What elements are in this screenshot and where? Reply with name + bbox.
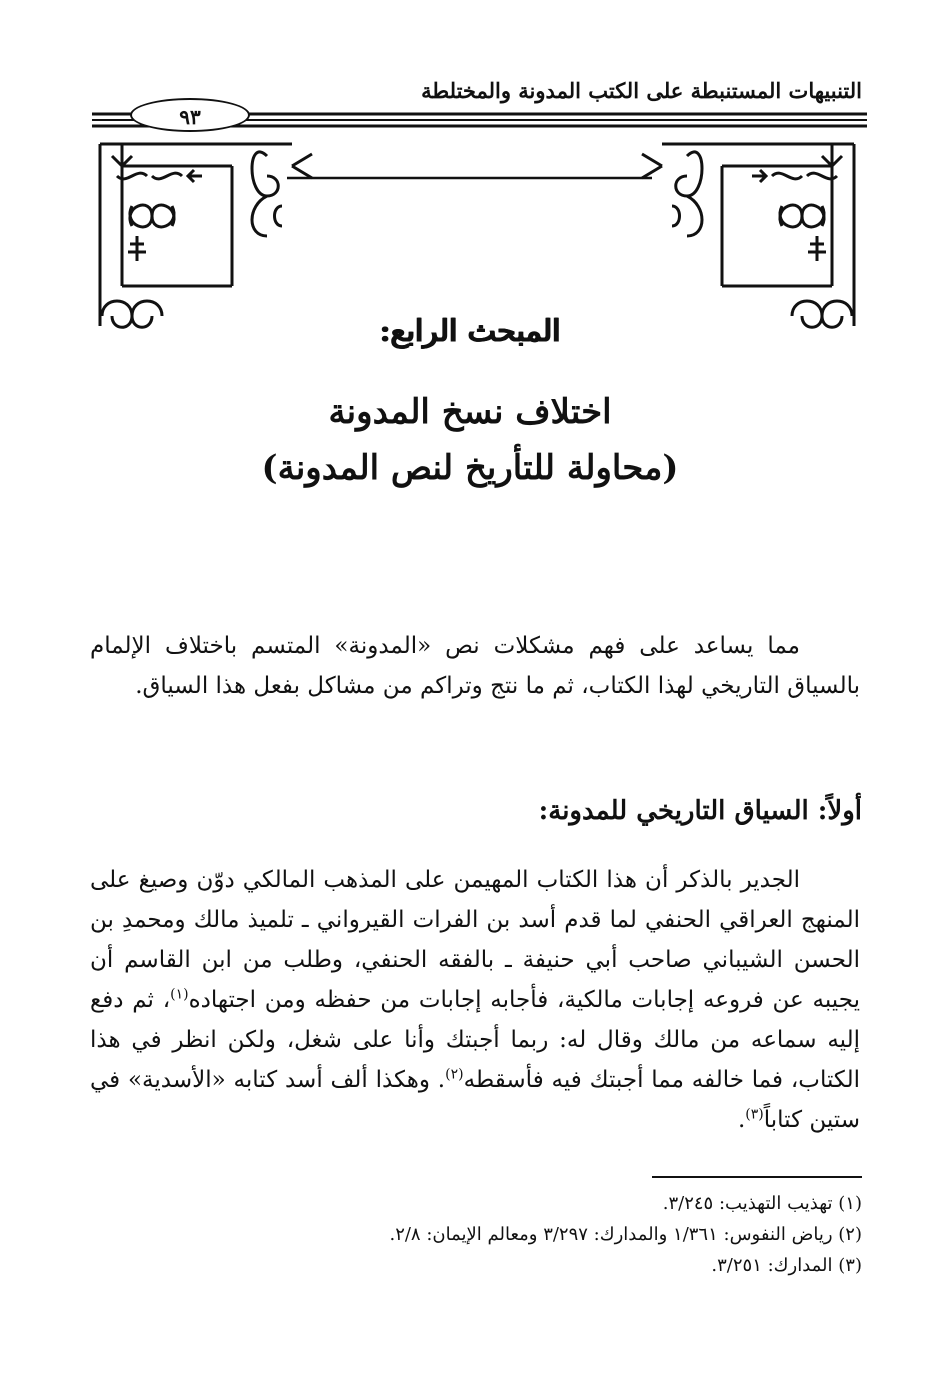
section-label: المبحث الرابع:	[379, 314, 561, 349]
footnote-number: (١)	[838, 1193, 862, 1214]
subheading: أولاً: السياق التاريخي للمدونة:	[538, 796, 862, 826]
chapter-title-line-2: (محاولة للتأريخ لنص المدونة)	[261, 448, 679, 488]
footnote-text: رياض النفوس: ١/٣٦١ والمدارك: ٣/٢٩٧ ومعالم الإيمان: ٢/٨.	[389, 1224, 833, 1245]
paragraph-end: .	[737, 1107, 746, 1133]
body-paragraph	[90, 860, 860, 1140]
running-title: التنبيهات المستنبطة على الكتب المدونة والمختلطة	[421, 78, 862, 103]
footnotes	[162, 1188, 862, 1281]
footnote-ref-1: (١)	[170, 986, 189, 1003]
footnote-number: (٣)	[838, 1255, 862, 1276]
chapter-title	[180, 384, 760, 496]
footnote-ref-3: (٣)	[745, 1106, 764, 1123]
paragraph-text-1: الجدير بالذكر أن هذا الكتاب المهيمن على المذهب المالكي دوّن وصيغ على المنهج العراقي الحنفي لما قدم أسد بن الفرات القيرواني ـ تلميذ مالك ومحمدِ بن الحسن الشيباني صاحب أبي حنيفة ـ بالفقه الحنفي، وطلب من ابن القاسم أن يجيبه عن فروعه إجابات مالكية، فأجابه إجابات من حفظه ومن اجتهاده	[90, 867, 860, 1013]
chapter-title-line-1: اختلاف نسخ المدونة	[328, 392, 612, 432]
footnote-ref-2: (٢)	[445, 1066, 464, 1083]
footnote-item	[162, 1188, 862, 1219]
footnote-separator	[652, 1176, 862, 1178]
paragraph-text-2: ، ثم دفع إليه سماعه من مالك وقال له: ربما أجبتك وأنا على شغل، ولكن انظر في هذا الكتاب، فما خالفه مما أجبتك فيه فأسقطه	[90, 987, 860, 1093]
footnote-text: تهذيب التهذيب: ٣/٢٤٥.	[662, 1193, 833, 1214]
footnote-number: (٢)	[838, 1224, 862, 1245]
paragraph-text-3: . وهكذا ألف أسد كتابه «الأسدية» في ستين كتاباً	[90, 1067, 860, 1133]
footnote-text: المدارك: ٣/٢٥١.	[711, 1255, 833, 1276]
left-bracket-ornament	[100, 144, 312, 327]
footnote-item	[162, 1250, 862, 1281]
page-number: ٩٣	[130, 98, 250, 132]
footnote-item	[162, 1219, 862, 1250]
intro-paragraph: مما يساعد على فهم مشكلات نص «المدونة» المتسم باختلاف الإلمام بالسياق التاريخي لهذا الكتاب، ثم ما نتج وتراكم من مشاكل بفعل هذا السياق.	[90, 633, 860, 699]
right-bracket-ornament	[642, 144, 854, 327]
